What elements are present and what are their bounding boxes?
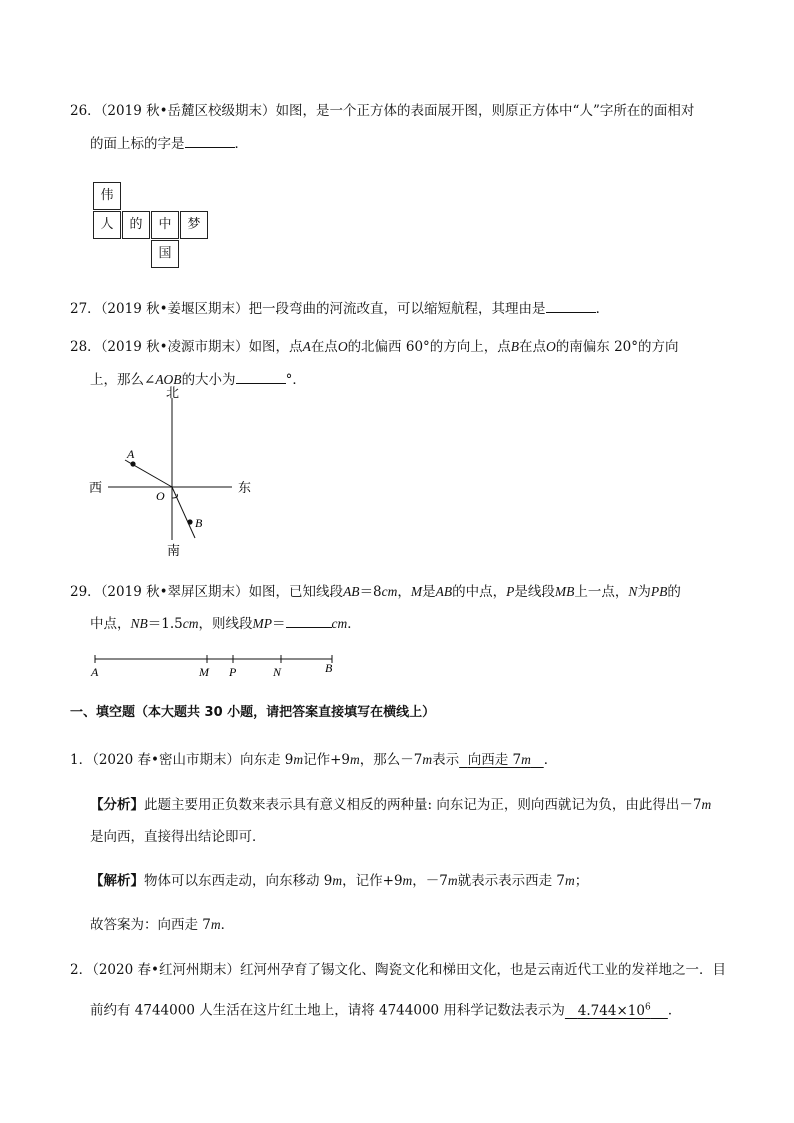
solution-text: ，记作+9 <box>342 873 403 889</box>
answer-text: 向西走 7 <box>467 752 522 768</box>
q26-line2 <box>90 133 248 154</box>
analysis-label: 【分析】 <box>90 797 144 813</box>
label-south: 南 <box>167 543 181 558</box>
solution-text: 就表示表示西走 7 <box>457 873 566 889</box>
point-a <box>130 461 135 466</box>
unit-m: m <box>447 873 458 888</box>
section-title: 一、填空题（本大题共 30 小题，请把答案直接填写在横线上） <box>70 705 436 720</box>
cube-net <box>93 182 213 270</box>
punctuation: ． <box>667 1002 682 1019</box>
label-west: 西 <box>89 480 103 495</box>
question-text: 上一点， <box>574 584 629 600</box>
ray-ob <box>172 487 195 538</box>
unit-m: m <box>332 873 343 888</box>
segment-figure <box>85 650 355 682</box>
question-text: 的 <box>667 584 681 600</box>
solution-text: ，－7 <box>412 873 448 889</box>
question-number: 2． <box>70 962 93 978</box>
analysis-text: 此题主要用正负数来表示具有意义相反的两种量: 向东记为正，则向西就记为负，由此得出－7 <box>144 797 702 813</box>
question-text: 在点 <box>310 339 338 355</box>
question-number: 26． <box>70 103 101 119</box>
question-text: 在点 <box>519 339 547 355</box>
unit-cm: cm <box>381 584 398 599</box>
net-cell-1: 伟 <box>93 182 121 210</box>
unit-m: m <box>402 873 413 888</box>
answer-blank[interactable] <box>546 298 596 313</box>
a1-solution-line <box>90 871 588 891</box>
label-n: N <box>273 665 282 679</box>
answer-blank[interactable] <box>185 133 235 148</box>
label-p: P <box>229 665 237 679</box>
question-text: 如图，是一个正方体的表面展开图，则原正方体中“人”字所在的面相对 <box>275 103 695 119</box>
a1-line1 <box>70 750 557 770</box>
label-north: 北 <box>166 385 180 400</box>
label-a: A <box>91 665 99 679</box>
var-nb: NB <box>130 616 148 631</box>
filled-answer <box>459 752 544 768</box>
a2-line2 <box>90 997 681 1021</box>
question-number: 1． <box>70 752 93 768</box>
label-east: 东 <box>238 480 252 495</box>
answer-exponent: 6 <box>644 1002 651 1012</box>
punctuation: °． <box>285 372 306 388</box>
label-m: M <box>199 665 209 679</box>
question-text: 的面上标的字是 <box>90 136 185 152</box>
solution-text: 物体可以东西走动，向东移动 9 <box>144 873 333 889</box>
punctuation: ． <box>220 917 235 933</box>
point-b <box>187 519 192 524</box>
punctuation: ． <box>234 136 248 152</box>
question-source: （2019 秋•岳麓区校级期末） <box>100 103 276 119</box>
question-text: 的中点， <box>452 584 507 600</box>
a2-line1 <box>70 960 726 980</box>
question-text: 表示 <box>432 752 460 768</box>
answer-text: 4.744×10 <box>577 1002 645 1019</box>
solution-text: ； <box>574 873 589 889</box>
net-cell-2: 人 <box>93 211 121 239</box>
question-text: ＝1.5 <box>147 616 183 632</box>
question-text: 的大小为 <box>181 372 236 388</box>
solution-label: 【解析】 <box>90 873 144 889</box>
net-cell-4: 中 <box>151 211 179 239</box>
unit-m: m <box>422 752 433 767</box>
question-number: 28． <box>70 339 101 355</box>
question-text: 是线段 <box>514 584 555 600</box>
a1-analysis-line2: 是向西，直接得出结论即可． <box>90 829 266 845</box>
question-text: 的北偏西 60°的方向上，点 <box>347 339 511 355</box>
question-text: ，则线段 <box>198 616 253 632</box>
question-text: 是 <box>422 584 436 600</box>
angle-arc <box>172 494 177 498</box>
question-text: 前约有 4744000 人生活在这片红土地上，请将 4744000 用科学记数法表示为 <box>90 1002 565 1019</box>
question-source: （2019 秋•翠屏区期末） <box>100 584 249 600</box>
question-source: （2020 春•红河州期末） <box>92 962 240 978</box>
net-cell-5: 梦 <box>180 211 208 239</box>
question-text: 上，那么∠ <box>90 372 156 388</box>
var-ab: AB <box>343 584 360 599</box>
question-text: 红河州孕育了锡文化、陶瓷文化和梯田文化，也是云南近代工业的发祥地之一．目 <box>239 962 726 978</box>
unit-m: m <box>293 752 304 767</box>
punctuation: ． <box>347 616 361 632</box>
question-number: 27． <box>70 301 101 317</box>
unit-cm: cm <box>331 616 348 631</box>
q29-line1 <box>70 582 681 602</box>
punctuation: ． <box>595 301 610 317</box>
answer-blank[interactable] <box>286 613 332 628</box>
question-text: ， <box>397 584 411 600</box>
question-text: 把一段弯曲的河流改直，可以缩短航程，其理由是 <box>248 301 546 317</box>
unit-m: m <box>565 873 575 888</box>
var-p: P <box>506 584 515 599</box>
label-o: O <box>156 489 165 503</box>
question-text: 如图，点 <box>248 339 303 355</box>
question-text: ，那么－7 <box>359 752 423 768</box>
label-a: A <box>127 447 135 461</box>
question-source: （2019 秋•姜堰区期末） <box>100 301 249 317</box>
compass-figure <box>85 382 265 562</box>
question-text: 的南偏东 20°的方向 <box>555 339 679 355</box>
q27-line <box>70 298 609 319</box>
question-text: 为 <box>637 584 651 600</box>
var-a: A <box>302 339 311 354</box>
final-answer-text: 故答案为：向西走 7 <box>90 917 211 933</box>
q28-line1 <box>70 337 679 357</box>
filled-answer <box>565 1003 668 1019</box>
unit-m: m <box>210 917 221 932</box>
var-mp: MP <box>252 616 272 631</box>
a1-analysis-line1 <box>90 795 711 815</box>
unit-m: m <box>521 752 531 767</box>
net-cell-3: 的 <box>122 211 150 239</box>
question-text: 如图，已知线段 <box>248 584 344 600</box>
var-mb: MB <box>554 584 575 599</box>
label-b: B <box>195 516 203 530</box>
a1-final-line <box>90 915 234 935</box>
var-m: M <box>410 584 423 599</box>
label-b: B <box>325 661 333 675</box>
question-text: 记作+9 <box>303 752 351 768</box>
var-n: N <box>628 584 638 599</box>
var-o: O <box>546 339 556 354</box>
question-source: （2020 春•密山市期末） <box>92 752 240 768</box>
angle-aob: AOB <box>155 372 182 387</box>
var-b: B <box>510 339 520 354</box>
unit-m: m <box>701 797 712 812</box>
unit-cm: cm <box>182 616 199 631</box>
var-o: O <box>337 339 348 354</box>
unit-m: m <box>350 752 360 767</box>
var-ab: AB <box>435 584 453 599</box>
question-number: 29． <box>70 584 101 600</box>
question-text: ＝ <box>272 616 286 632</box>
punctuation: ． <box>543 752 558 768</box>
q26-line1 <box>70 101 694 121</box>
var-pb: PB <box>650 584 668 599</box>
net-cell-6: 国 <box>151 240 179 268</box>
question-text: 中点， <box>90 616 131 632</box>
question-text: ＝8 <box>359 584 382 600</box>
q29-line2 <box>90 613 361 634</box>
question-text: 向东走 9 <box>239 752 294 768</box>
question-source: （2019 秋•凌源市期末） <box>100 339 249 355</box>
